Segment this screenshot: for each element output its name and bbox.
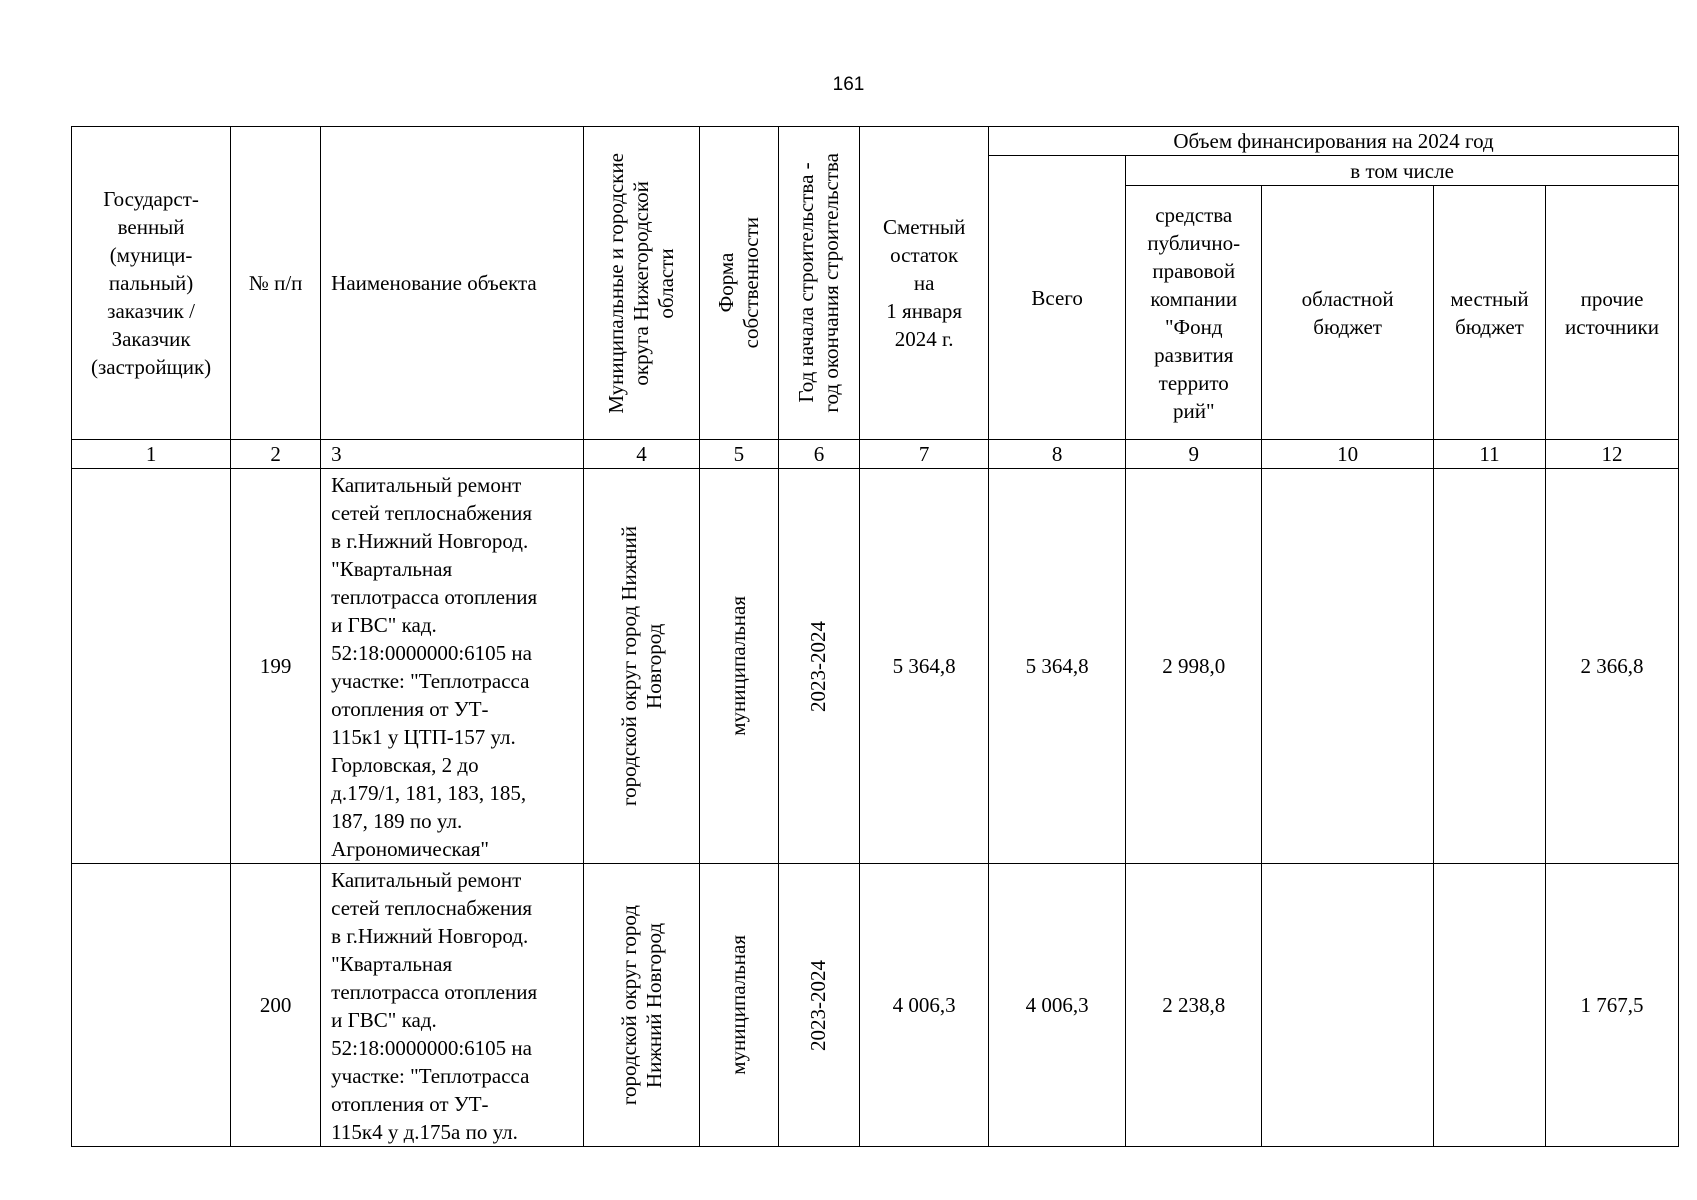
cell-customer xyxy=(72,469,231,864)
column-number: 12 xyxy=(1546,440,1679,469)
cell-local xyxy=(1433,864,1545,1147)
column-number: 3 xyxy=(321,440,584,469)
cell-municipality: городской округ город Нижний Новгород xyxy=(583,864,699,1147)
cell-regional xyxy=(1262,864,1434,1147)
header-customer: Государст- венный (муници- пальный) заказчик / Заказчик (застройщик) xyxy=(72,127,231,440)
table-row xyxy=(72,864,1679,1147)
cell-ownership: муниципальная xyxy=(700,864,779,1147)
cell-other: 2 366,8 xyxy=(1546,469,1679,864)
cell-years: 2023-2024 xyxy=(778,864,860,1147)
table-row xyxy=(72,469,1679,864)
header-including: в том числе xyxy=(1126,156,1679,186)
header-estimate: Сметный остаток на 1 января 2024 г. xyxy=(860,127,989,440)
cell-ownership: муниципальная xyxy=(700,469,779,864)
cell-object-name: Капитальный ремонт сетей теплоснабжения в г.Нижний Новгород. "Квартальная теплотрасса отопления и ГВС" кад. 52:18:0000000:6105 на участке: "Теплотрасса отопления от УТ- 115к4 у д.175а по ул. xyxy=(321,864,584,1147)
cell-years: 2023-2024 xyxy=(778,469,860,864)
header-years: Год начала строительства - год окончания строительства xyxy=(778,127,860,440)
cell-number: 199 xyxy=(231,469,321,864)
cell-customer xyxy=(72,864,231,1147)
column-number-row xyxy=(72,440,1679,469)
cell-number: 200 xyxy=(231,864,321,1147)
column-number: 8 xyxy=(989,440,1126,469)
header-local: местный бюджет xyxy=(1433,186,1545,440)
cell-regional xyxy=(1262,469,1434,864)
cell-estimate: 4 006,3 xyxy=(860,864,989,1147)
column-number: 9 xyxy=(1126,440,1262,469)
funding-table xyxy=(71,126,1679,1147)
header-funding: Объем финансирования на 2024 год xyxy=(989,127,1679,156)
column-number: 5 xyxy=(700,440,779,469)
cell-fund: 2 238,8 xyxy=(1126,864,1262,1147)
cell-object-name: Капитальный ремонт сетей теплоснабжения в г.Нижний Новгород. "Квартальная теплотрасса отопления и ГВС" кад. 52:18:0000000:6105 на участке: "Теплотрасса отопления от УТ- 115к1 у ЦТП-157 ул. Горловская, 2 до д.179/1, 181, 183, 185, 187, 189 по ул. Агрономическая" xyxy=(321,469,584,864)
column-number: 10 xyxy=(1262,440,1434,469)
cell-total: 4 006,3 xyxy=(989,864,1126,1147)
header-number: № п/п xyxy=(231,127,321,440)
column-number: 6 xyxy=(778,440,860,469)
cell-fund: 2 998,0 xyxy=(1126,469,1262,864)
cell-municipality: городской округ город Нижний Новгород xyxy=(583,469,699,864)
cell-estimate: 5 364,8 xyxy=(860,469,989,864)
cell-total: 5 364,8 xyxy=(989,469,1126,864)
header-other: прочие источники xyxy=(1546,186,1679,440)
header-object-name: Наименование объекта xyxy=(321,127,584,440)
header-total: Всего xyxy=(989,156,1126,440)
column-number: 1 xyxy=(72,440,231,469)
cell-local xyxy=(1433,469,1545,864)
page-number: 161 xyxy=(832,74,865,95)
header-fund: средства публично- правовой компании "Фонд развития террито рий" xyxy=(1126,186,1262,440)
column-number: 11 xyxy=(1433,440,1545,469)
header-regional: областной бюджет xyxy=(1262,186,1434,440)
cell-other: 1 767,5 xyxy=(1546,864,1679,1147)
column-number: 4 xyxy=(583,440,699,469)
header-ownership: Форма собственности xyxy=(700,127,779,440)
header-municipality: Муниципальные и городские округа Нижегородской области xyxy=(583,127,699,440)
column-number: 7 xyxy=(860,440,989,469)
column-number: 2 xyxy=(231,440,321,469)
